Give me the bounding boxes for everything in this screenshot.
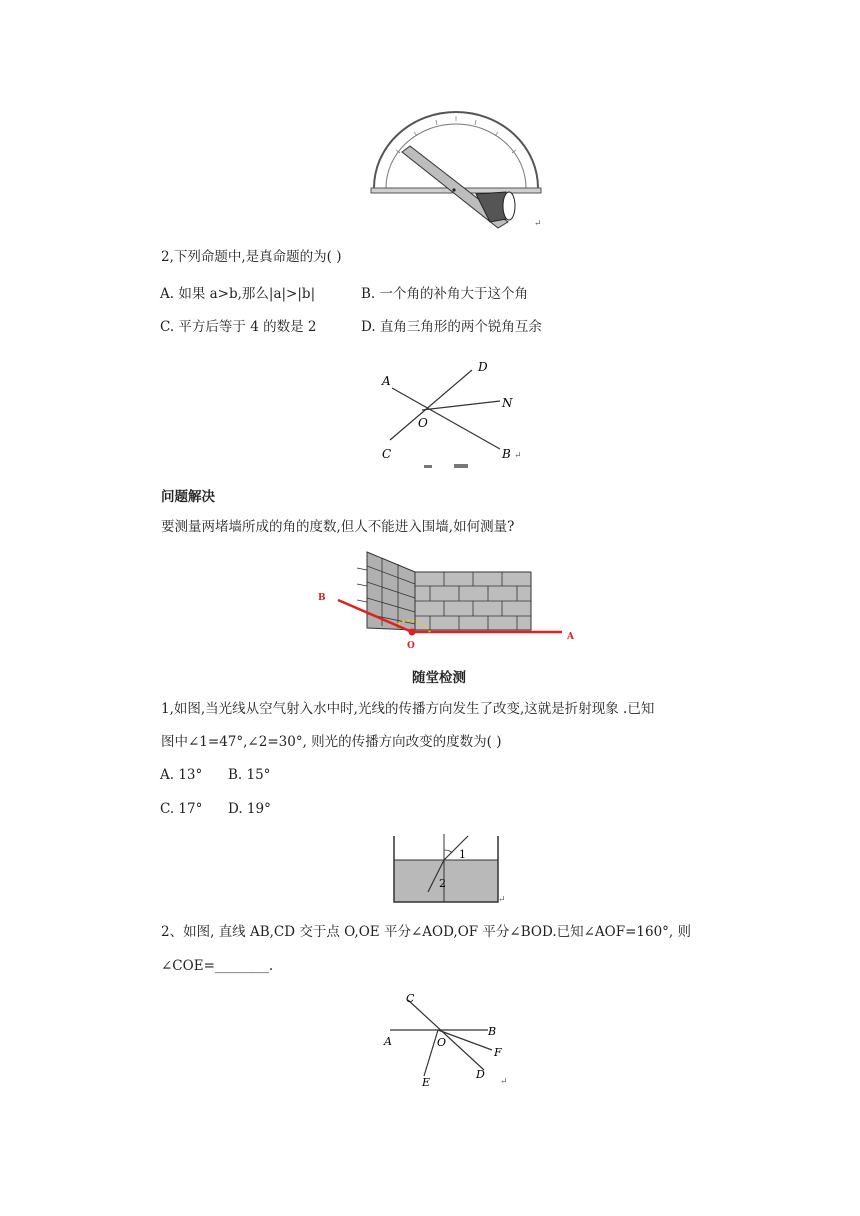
label-c: C: [382, 447, 392, 461]
quiz-q1-line1: 1,如图,当光线从空气射入水中时,光线的传播方向发生了改变,这就是折射现象 .已知: [161, 701, 655, 717]
section-heading-quiz: 随堂检测: [412, 670, 466, 686]
angle-1-label: 1: [459, 848, 466, 861]
quiz-q2-line2: ∠COE=________.: [161, 958, 274, 974]
q2-option-d: D. 直角三角形的两个锐角互余: [361, 319, 542, 335]
quiz-q2-line1: 2、如图, 直线 AB,CD 交于点 O,OE 平分∠AOD,OF 平分∠BOD.已知∠AOF=160°, 则: [161, 924, 692, 940]
quiz-q1-option-a: A. 13°: [160, 767, 203, 783]
svg-text:↵: ↵: [514, 451, 522, 461]
problem-text: 要测量两堵墙所成的角的度数,但人不能进入围墙,如何测量?: [161, 519, 515, 535]
angle-bisector-figure: [380, 990, 510, 1090]
quiz-q1-line2: 图中∠1=47°,∠2=30°, 则光的传播方向改变的度数为( ): [161, 734, 502, 750]
label-e2: E: [422, 1076, 431, 1089]
q2-stem: 2,下列命题中,是真命题的为( ): [161, 249, 342, 265]
svg-text:↵: ↵: [498, 895, 506, 905]
label-a: A: [382, 374, 391, 388]
label-b2: B: [488, 1025, 497, 1038]
label-f2: F: [494, 1046, 502, 1059]
label-o2: O: [437, 1036, 447, 1049]
protractor-figure: [366, 110, 546, 230]
angle-2-label: 2: [439, 877, 446, 890]
quiz-q1-option-b: B. 15°: [228, 767, 271, 783]
quiz-q1-option-d: D. 19°: [228, 801, 271, 817]
label-d2: D: [476, 1068, 485, 1081]
label-b: B: [502, 447, 511, 461]
label-n: N: [502, 396, 513, 410]
wall-label-o: O: [407, 641, 415, 651]
wall-label-a: A: [567, 632, 574, 642]
wall-label-b: B: [318, 593, 326, 603]
intersecting-lines-figure: [372, 355, 532, 470]
svg-text:↵: ↵: [500, 1077, 508, 1087]
water-refraction-figure: [388, 832, 508, 908]
label-c2: C: [406, 992, 415, 1005]
q2-option-c: C. 平方后等于 4 的数是 2: [160, 319, 317, 335]
q2-option-a: A. 如果 a>b,那么|a|>|b|: [160, 286, 316, 302]
label-a2: A: [384, 1035, 392, 1048]
q2-option-b: B. 一个角的补角大于这个角: [361, 286, 529, 302]
svg-text:↵: ↵: [534, 219, 542, 229]
quiz-q1-option-c: C. 17°: [160, 801, 203, 817]
wall-figure: [312, 548, 582, 654]
label-d: D: [478, 360, 488, 374]
section-heading-problem: 问题解决: [161, 489, 215, 505]
label-o: O: [418, 416, 428, 430]
